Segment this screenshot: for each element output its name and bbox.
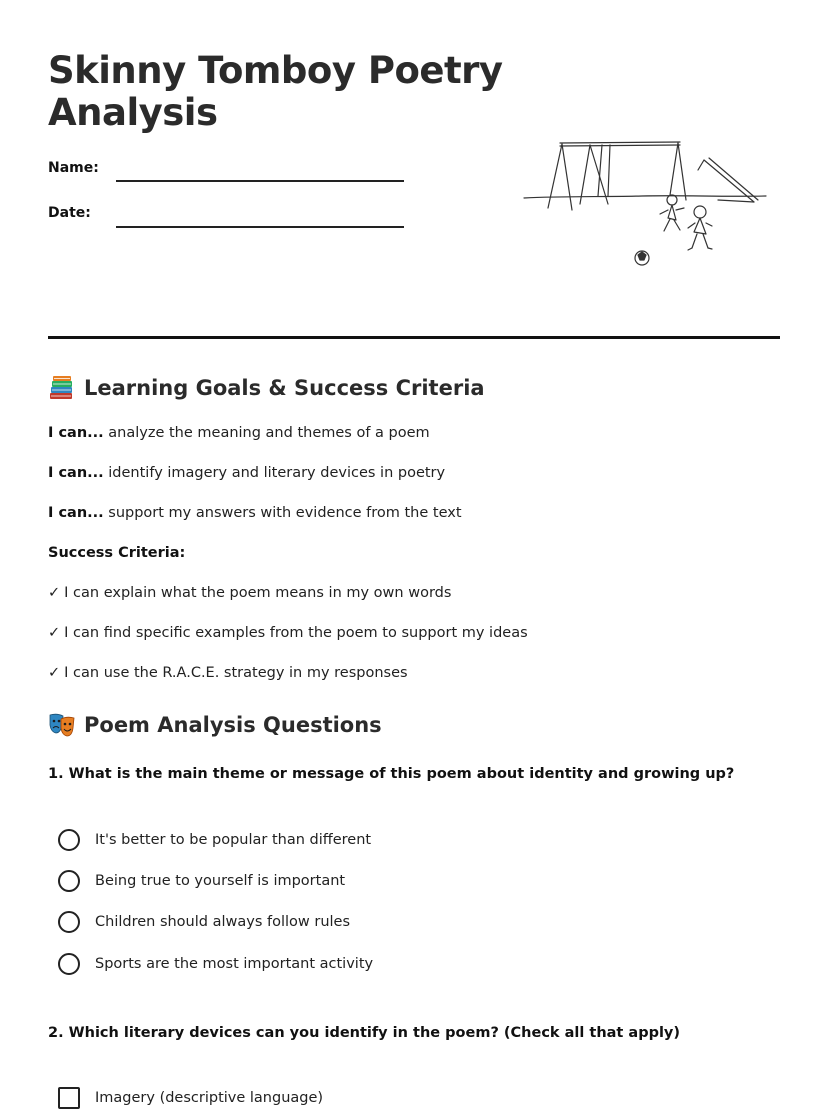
books-emoji-icon [48, 374, 76, 402]
q2-option-1[interactable] [58, 1087, 323, 1109]
success-item [48, 665, 408, 681]
option-label: Sports are the most important activity [95, 956, 374, 972]
page-title: Skinny Tomboy Poetry Analysis [48, 49, 503, 134]
option-label: Children should always follow rules [95, 914, 351, 930]
success-text: I can use the R.A.C.E. strategy in my responses [64, 665, 408, 681]
poem-questions-heading [48, 711, 382, 739]
goal-text: identify imagery and literary devices in poetry [103, 465, 446, 481]
success-item [48, 585, 451, 601]
playground-illustration-icon [522, 130, 772, 275]
date-input-line[interactable] [116, 226, 404, 228]
check-icon: ✓ [48, 585, 61, 601]
option-label: Imagery (descriptive language) [95, 1090, 324, 1106]
learning-goals-heading [48, 374, 485, 402]
checkbox[interactable] [58, 1087, 80, 1109]
option-label: Being true to yourself is important [95, 873, 346, 889]
learning-goals-heading-text: Learning Goals & Success Criteria [84, 376, 485, 400]
theater-masks-emoji-icon [48, 711, 76, 739]
radio-button[interactable] [58, 870, 80, 892]
goal-text: analyze the meaning and themes of a poem [103, 425, 430, 441]
goal-prefix: I can... [48, 465, 104, 481]
date-label: Date: [48, 205, 91, 221]
name-input-line[interactable] [116, 180, 404, 182]
check-icon: ✓ [48, 665, 61, 681]
radio-button[interactable] [58, 829, 80, 851]
radio-button[interactable] [58, 911, 80, 933]
header-divider [48, 336, 780, 339]
goal-item [48, 505, 462, 521]
goal-text: support my answers with evidence from the text [103, 505, 462, 521]
q1-option-2[interactable] [58, 870, 345, 892]
name-label: Name: [48, 160, 99, 176]
q1-option-3[interactable] [58, 911, 350, 933]
success-text: I can find specific examples from the poem to support my ideas [64, 625, 528, 641]
goal-item [48, 465, 445, 481]
check-icon: ✓ [48, 625, 61, 641]
worksheet-page [48, 0, 780, 1118]
question-1-text: 1. What is the main theme or message of this poem about identity and growing up? [48, 766, 735, 782]
goal-prefix: I can... [48, 425, 104, 441]
q1-option-4[interactable] [58, 953, 373, 975]
success-text: I can explain what the poem means in my own words [64, 585, 452, 601]
question-2-text: 2. Which literary devices can you identify in the poem? (Check all that apply) [48, 1025, 681, 1041]
goal-prefix: I can... [48, 505, 104, 521]
goal-item [48, 425, 430, 441]
q1-option-1[interactable] [58, 829, 371, 851]
poem-questions-heading-text: Poem Analysis Questions [84, 713, 382, 737]
success-item [48, 625, 528, 641]
radio-button[interactable] [58, 953, 80, 975]
success-criteria-label: Success Criteria: [48, 545, 186, 561]
option-label: It's better to be popular than different [95, 832, 372, 848]
